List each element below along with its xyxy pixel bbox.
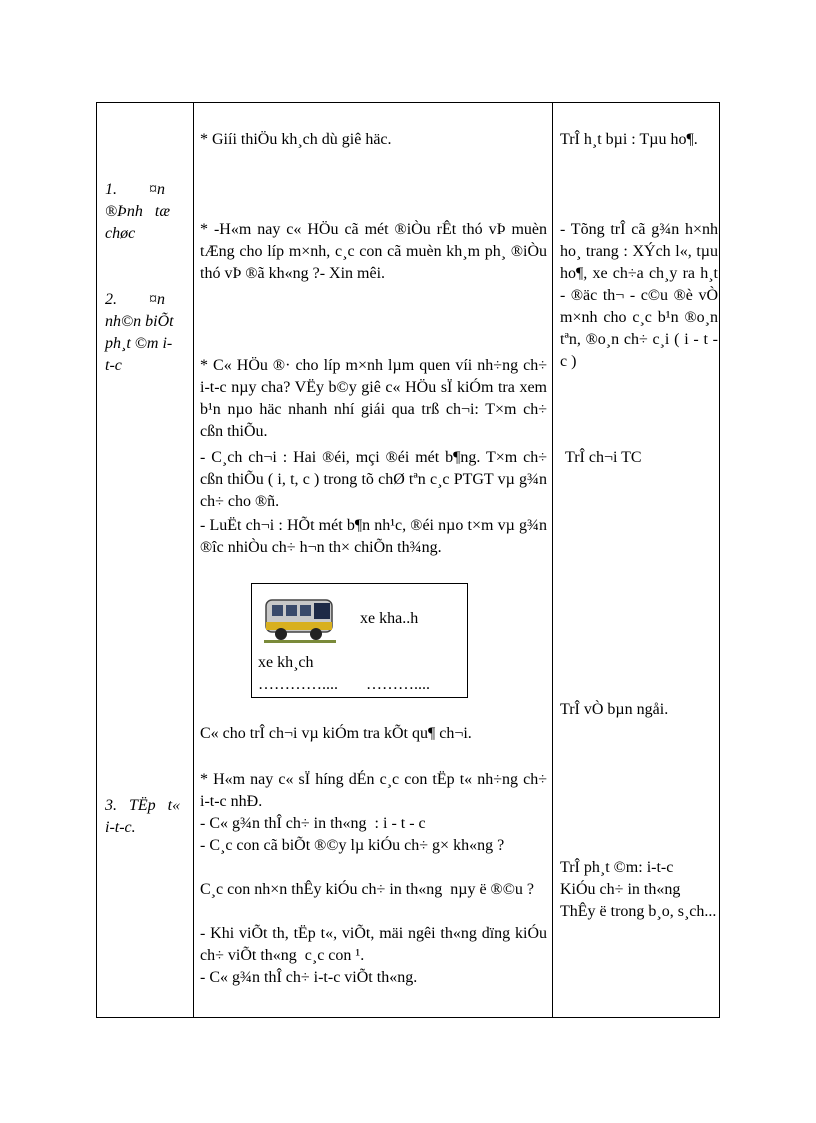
game-rules-law: - LuËt ch¬i : HÕt mét b¶n nh¹c, ®éi nµo t×m vµ g¾n ®îc nhiÒu ch÷ h¬n th× chiÕn th¾ng. xyxy=(200,517,551,556)
section-3-title: 3. TËp t« i-t-c. xyxy=(105,797,181,836)
question-letter-type: - C¸c con cã biÕt ®©y lµ kiÓu ch÷ g× kh«ng ? xyxy=(200,837,505,854)
child-activity-1: TrÎ h¸t bµi : Tµu ho¶. xyxy=(560,131,698,148)
word-game-box xyxy=(251,583,468,698)
game-intro-text: * C« HÖu ®· cho líp m×nh lµm quen víi nh÷ng ch÷ i-t-c nµy cha? VËy b©y giê c« HÖu sÏ kiÓm tra xem b¹n nµo häc nhanh nhí giái qua trß ch¬i: T×m ch÷ cßn thiÕu. xyxy=(200,357,551,440)
child-activity-3: TrÎ ch¬i TC xyxy=(565,449,642,466)
section-1-title: 1. ¤n ®Þnh tæ chøc xyxy=(105,181,171,242)
word-prompt-2: xe kh¸ch xyxy=(258,654,314,671)
cursive-explanation: - Khi viÕt th, tËp t«, viÕt, mäi ngêi th«ng dïng kiÓu ch÷ viÕt th«ng c¸c con ¹. xyxy=(200,925,551,964)
word-prompt-1: xe kha..h xyxy=(360,610,419,627)
question-where-seen: C¸c con nh×n thÊy kiÓu ch÷ in th«ng nµy ë ®©u ? xyxy=(200,881,534,898)
answer-blank-1: ………….... xyxy=(258,676,338,693)
column-divider xyxy=(193,103,194,1017)
child-activity-5: TrÎ ph¸t ©m: i-t-c KiÓu ch÷ in th«ng ThÊy ë trong b¸o, s¸ch... xyxy=(560,859,717,920)
child-activity-2: - Tõng trÎ cã g¾n h×nh ho¸ trang : XÝch l«, tµu ho¶, xe ch÷a ch¸y ra h¸t - ®äc th¬ - c©u ®è vÒ m×nh cho c¸c b¹n ®o¸n tªn, ®o¸n ch÷ c¸i ( i - t - c ) xyxy=(560,221,722,370)
tracing-intro-text: * H«m nay c« sÏ híng dÉn c¸c con tËp t« nh÷ng ch÷ i-t-c nhÐ. xyxy=(200,771,551,810)
print-letters-text: - C« g¾n thÎ ch÷ in th«ng : i - t - c xyxy=(200,815,426,832)
lesson-table xyxy=(96,102,720,1018)
game-rules-how: - C¸ch ch¬i : Hai ®éi, mçi ®éi mét b¶ng. T×m ch÷ cßn thiÕu ( i, t, c ) trong tõ chØ tªn c¸c PTGT vµ g¾n ch÷ cho ®ñ. xyxy=(200,449,551,510)
answer-blank-2: ……….... xyxy=(366,676,430,693)
game-check-text: C« cho trÎ ch¬i vµ kiÓm tra kÕt qu¶ ch¬i. xyxy=(200,725,472,742)
column-divider xyxy=(552,103,553,1017)
bus-icon xyxy=(264,592,336,644)
child-activity-4: TrÎ vÒ bµn ngåi. xyxy=(560,701,669,718)
section-2-title: 2. ¤n nh©n biÕt ph¸t ©m i- t-c xyxy=(105,291,174,374)
activity-intro-text: * -H«m nay c« HÖu cã mét ®iÒu rÊt thó vÞ muèn tÆng cho líp m×nh, c¸c con cã muèn kh¸m ph¸ ®iÒu thó vÞ ®ã kh«ng ?- Xin mêi. xyxy=(200,221,551,282)
intro-text: * Giíi thiÖu kh¸ch dù giê häc. xyxy=(200,131,392,148)
cursive-letters-text: - C« g¾n thÎ ch÷ i-t-c viÕt th«ng. xyxy=(200,969,418,986)
